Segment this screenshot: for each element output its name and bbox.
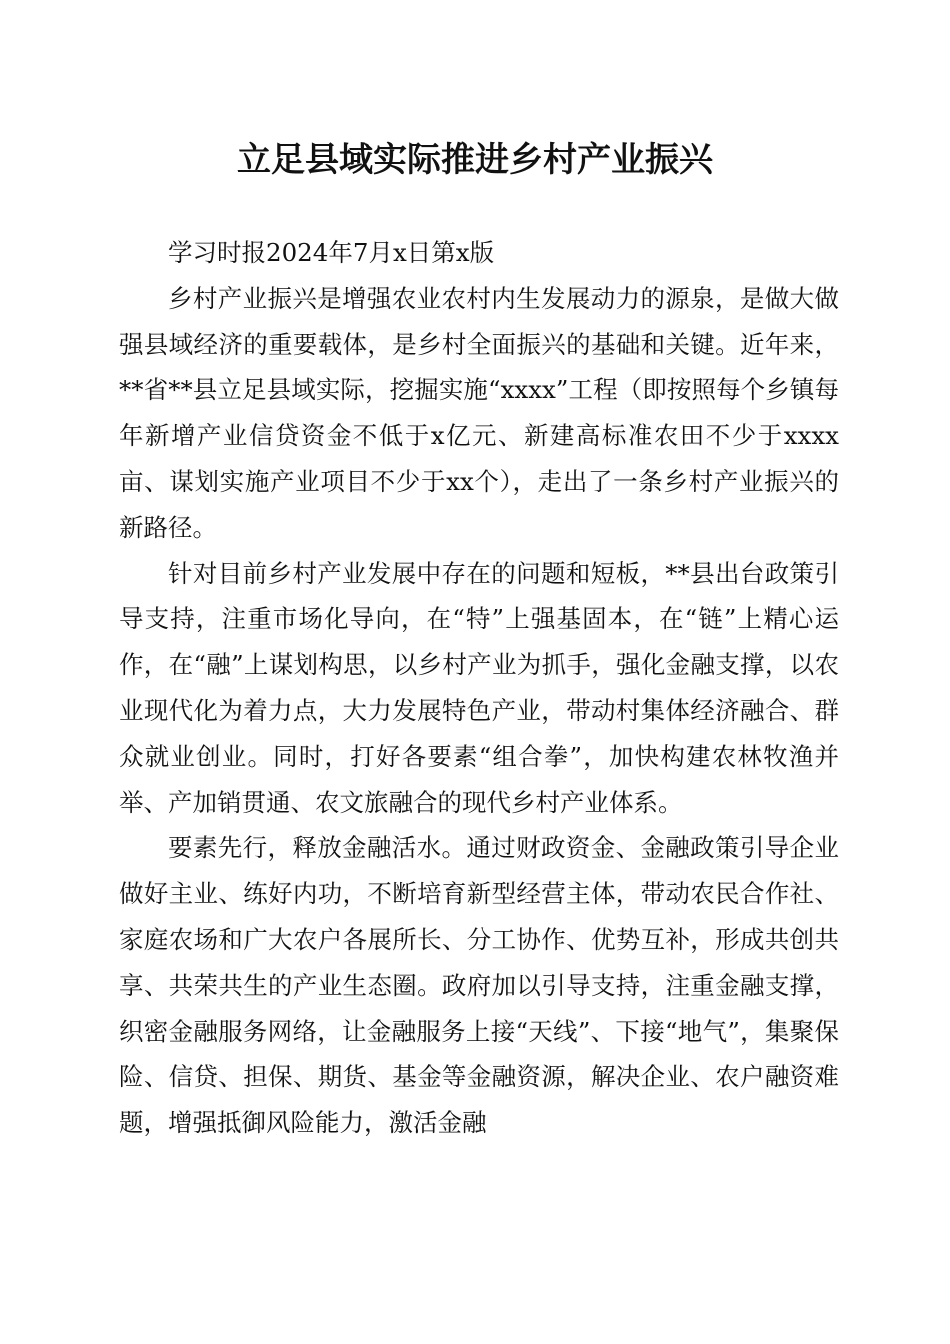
document-body — [119, 230, 839, 1146]
paragraph-policy: 针对目前乡村产业发展中存在的问题和短板，**县出台政策引导支持，注重市场化导向，在“特”上强基固本，在“链”上精心运作，在“融”上谋划构思，以乡村产业为抓手，强化金融支撑，以农业现代化为着力点，大力发展特色产业，带动村集体经济融合、群众就业创业。同时，打好各要素“组合拳”，加快构建农林牧渔并举、产加销贯通、农文旅融合的现代乡村产业体系。 — [119, 558, 839, 817]
source-line: 学习时报2024年7月x日第x版 — [168, 238, 495, 267]
paragraph-finance: 要素先行，释放金融活水。通过财政资金、金融政策引导企业做好主业、练好内功，不断培育新型经营主体，带动农民合作社、家庭农场和广大农户各展所长、分工协作、优势互补，形成共创共享、共荣共生的产业生态圈。政府加以引导支持，注重金融支撑，织密金融服务网络，让金融服务上接“天线”、下接“地气”，集聚保险、信贷、担保、期货、基金等金融资源，解决企业、农户融资难题，增强抵御风险能力，激活金融 — [119, 833, 839, 1138]
document-title: 立足县域实际推进乡村产业振兴 — [237, 140, 713, 180]
paragraph-intro: 乡村产业振兴是增强农业农村内生发展动力的源泉，是做大做强县域经济的重要载体，是乡村全面振兴的基础和关键。近年来，**省**县立足县域实际，挖掘实施“xxxx”工程（即按照每个乡镇每年新增产业信贷资金不低于x亿元、新建高标准农田不少于xxxx亩、谋划实施产业项目不少于xx个），走出了一条乡村产业振兴的新路径。 — [119, 283, 839, 542]
